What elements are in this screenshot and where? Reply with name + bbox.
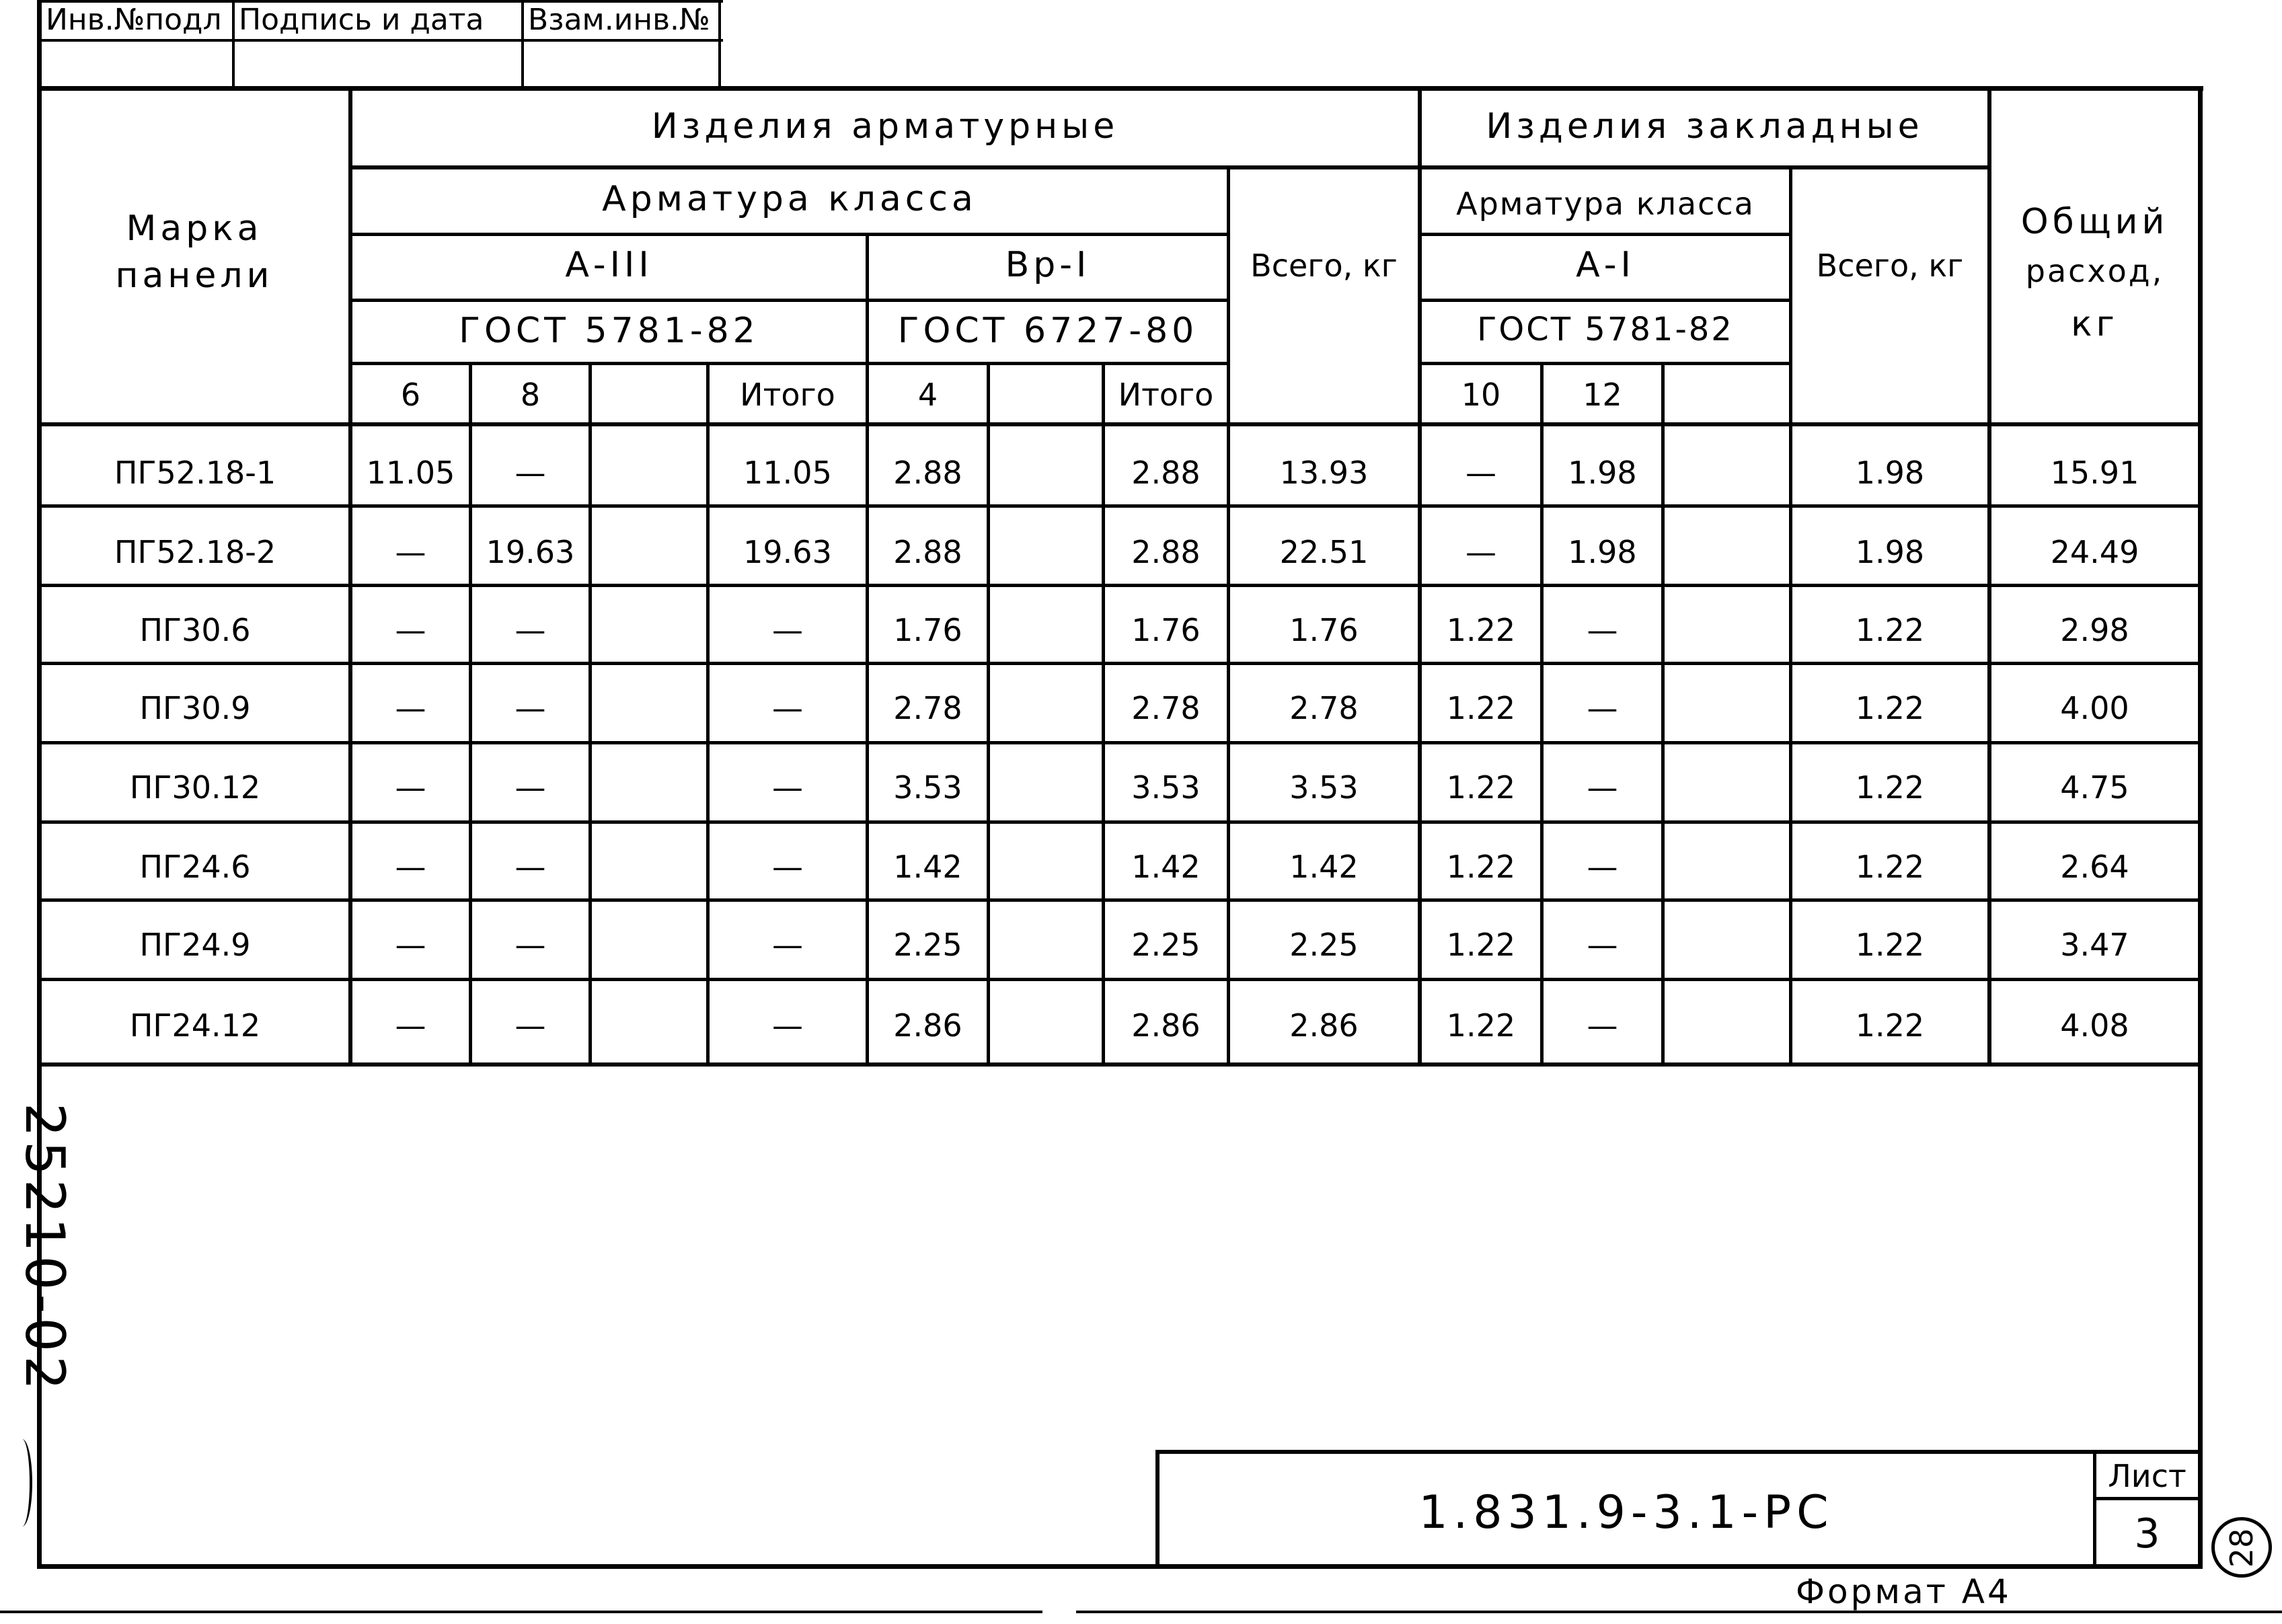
row-4-c10: 1.22 <box>1446 690 1516 726</box>
row-4-vsego-zakl: 1.22 <box>1855 690 1925 726</box>
row-8-marka: ПГ24.12 <box>129 1007 261 1044</box>
sub-header-10: 10 <box>1461 377 1501 413</box>
header-vsego-zakl: Всего, кг <box>1816 247 1964 284</box>
row-6-marka: ПГ24.6 <box>139 849 251 885</box>
h-line-4 <box>350 362 1227 365</box>
row-3-c12: — <box>1587 612 1618 648</box>
row-5-c12: — <box>1587 769 1618 806</box>
row-3-c10: 1.22 <box>1446 612 1516 648</box>
sub-header-itogo-bp1: Итого <box>1118 377 1214 413</box>
row-7-c10: 1.22 <box>1446 927 1516 963</box>
sub-header-itogo-a3: Итого <box>740 377 835 413</box>
header-gost-a3: ГОСТ 5781-82 <box>459 311 759 351</box>
v-line-c4 <box>987 362 990 1066</box>
binding-mark <box>12 1439 32 1526</box>
row-7-vsego-zakl: 1.22 <box>1855 927 1925 963</box>
row-1-c10: — <box>1466 455 1496 491</box>
titleblock-sheet-number: 3 <box>2134 1510 2160 1557</box>
stamp-podpis-data: Подпись и дата <box>239 3 484 37</box>
row-2-c10: — <box>1466 534 1496 570</box>
h-line-2b <box>1419 233 1792 236</box>
row-3-itogo-bp1: 1.76 <box>1131 612 1201 648</box>
row-line-4 <box>40 741 2201 744</box>
format-underline-right <box>1076 1611 2282 1613</box>
stamp-line <box>37 39 723 42</box>
frame-bottom <box>37 1564 2203 1569</box>
row-line-6 <box>40 898 2201 902</box>
row-7-c12: — <box>1587 927 1618 963</box>
row-8-itogo-bp1: 2.86 <box>1131 1007 1201 1044</box>
header-marka-line2: панели <box>115 256 274 296</box>
row-4-marka: ПГ30.9 <box>139 690 251 726</box>
row-8-obshiy: 4.08 <box>2060 1007 2129 1044</box>
row-2-vsego-arm: 22.51 <box>1279 534 1369 570</box>
row-7-c4: 2.25 <box>893 927 962 963</box>
row-4-c6: — <box>395 690 426 726</box>
row-1-c12: 1.98 <box>1568 455 1637 491</box>
header-gost-a1: ГОСТ 5781-82 <box>1477 311 1734 348</box>
row-5-obshiy: 4.75 <box>2060 769 2129 806</box>
row-8-c12: — <box>1587 1007 1618 1044</box>
row-3-c6: — <box>395 612 426 648</box>
row-1-c6: 11.05 <box>366 455 455 491</box>
page-number: 28 <box>2223 1528 2260 1568</box>
header-izd-zakl: Изделия закладные <box>1486 106 1924 147</box>
side-number: 25210-02 <box>13 1102 77 1395</box>
header-bp1: Вр-I <box>1005 245 1091 285</box>
titleblock-top <box>1155 1450 2203 1454</box>
row-5-itogo-bp1: 3.53 <box>1131 769 1201 806</box>
header-marka-line1: Марка <box>126 208 263 249</box>
row-3-c4: 1.76 <box>893 612 962 648</box>
row-3-vsego-zakl: 1.22 <box>1855 612 1925 648</box>
row-1-marka: ПГ52.18-1 <box>114 455 276 491</box>
frame-right <box>2198 86 2203 1569</box>
row-6-c4: 1.42 <box>893 849 962 885</box>
h-line-3b <box>1419 299 1792 302</box>
row-6-itogo-bp1: 1.42 <box>1131 849 1201 885</box>
v-line-c12 <box>1661 362 1665 1066</box>
stamp-vzam-inv: Взам.инв.№ <box>528 3 710 37</box>
v-line-zakl <box>1418 91 1422 1066</box>
row-5-c6: — <box>395 769 426 806</box>
row-line-7 <box>40 978 2201 981</box>
sub-header-12: 12 <box>1583 377 1622 413</box>
row-1-itogo-a3: 11.05 <box>743 455 832 491</box>
h-line-2 <box>350 233 1227 236</box>
stamp-inv-podl: Инв.№подл <box>46 3 222 37</box>
row-6-c12: — <box>1587 849 1618 885</box>
sub-header-6: 6 <box>400 377 421 413</box>
row-2-c8: 19.63 <box>486 534 575 570</box>
row-2-c4: 2.88 <box>893 534 962 570</box>
row-6-c10: 1.22 <box>1446 849 1516 885</box>
header-gost-bp1: ГОСТ 6727-80 <box>897 311 1199 351</box>
row-4-itogo-bp1: 2.78 <box>1131 690 1201 726</box>
format-underline <box>0 1611 1042 1613</box>
row-1-c8: — <box>515 455 546 491</box>
row-5-itogo-a3: — <box>772 769 803 806</box>
row-7-vsego-arm: 2.25 <box>1289 927 1359 963</box>
row-line-1 <box>40 504 2201 508</box>
page-number-circle <box>2211 1517 2272 1578</box>
row-3-itogo-a3: — <box>772 612 803 648</box>
format-label: Формат А4 <box>1796 1572 2012 1611</box>
row-7-marka: ПГ24.9 <box>139 927 251 963</box>
row-3-obshiy: 2.98 <box>2060 612 2129 648</box>
stamp-div3 <box>718 0 721 91</box>
row-7-itogo-a3: — <box>772 927 803 963</box>
row-2-obshiy: 24.49 <box>2050 534 2139 570</box>
header-armatura-klassa-zakl: Арматура класса <box>1456 186 1755 222</box>
header-izd-arm: Изделия арматурные <box>651 106 1119 147</box>
header-obshiy-line1: Общий <box>2020 202 2169 242</box>
row-8-c10: 1.22 <box>1446 1007 1516 1044</box>
v-line-c8 <box>588 362 592 1066</box>
row-6-vsego-arm: 1.42 <box>1289 849 1359 885</box>
titleblock-sheet-line <box>2093 1497 2203 1500</box>
row-1-itogo-bp1: 2.88 <box>1131 455 1201 491</box>
row-6-c6: — <box>395 849 426 885</box>
row-5-vsego-zakl: 1.22 <box>1855 769 1925 806</box>
row-6-vsego-zakl: 1.22 <box>1855 849 1925 885</box>
row-5-vsego-arm: 3.53 <box>1289 769 1359 806</box>
row-8-c6: — <box>395 1007 426 1044</box>
h-line-header-bottom <box>40 422 2201 426</box>
h-line-1 <box>350 165 1991 169</box>
row-7-itogo-bp1: 2.25 <box>1131 927 1201 963</box>
row-2-vsego-zakl: 1.98 <box>1855 534 1925 570</box>
header-obshiy-line3: кг <box>2071 304 2119 344</box>
header-armatura-klassa: Арматура класса <box>602 179 977 219</box>
h-line-4b <box>1419 362 1792 365</box>
row-4-c8: — <box>515 690 546 726</box>
row-8-vsego-zakl: 1.22 <box>1855 1007 1925 1044</box>
row-8-c8: — <box>515 1007 546 1044</box>
row-2-itogo-a3: 19.63 <box>743 534 832 570</box>
row-4-obshiy: 4.00 <box>2060 690 2129 726</box>
row-7-c8: — <box>515 927 546 963</box>
row-4-c4: 2.78 <box>893 690 962 726</box>
v-line-marka <box>348 91 352 1066</box>
row-7-c6: — <box>395 927 426 963</box>
row-line-5 <box>40 820 2201 824</box>
row-4-c12: — <box>1587 690 1618 726</box>
row-1-c4: 2.88 <box>893 455 962 491</box>
row-2-c12: 1.98 <box>1568 534 1637 570</box>
stamp-div1 <box>232 0 235 91</box>
header-obshiy-line2: расход, <box>2025 253 2164 289</box>
sub-header-8: 8 <box>520 377 541 413</box>
frame-top <box>40 86 2203 91</box>
row-6-c8: — <box>515 849 546 885</box>
row-5-c8: — <box>515 769 546 806</box>
row-5-c10: 1.22 <box>1446 769 1516 806</box>
row-4-vsego-arm: 2.78 <box>1289 690 1359 726</box>
row-8-itogo-a3: — <box>772 1007 803 1044</box>
titleblock-sheet-label: Лист <box>2108 1458 2186 1494</box>
row-2-itogo-bp1: 2.88 <box>1131 534 1201 570</box>
row-line-2 <box>40 584 2201 587</box>
row-2-c6: — <box>395 534 426 570</box>
row-3-c8: — <box>515 612 546 648</box>
row-8-c4: 2.86 <box>893 1007 962 1044</box>
sub-header-4: 4 <box>917 377 938 413</box>
row-6-itogo-a3: — <box>772 849 803 885</box>
row-5-c4: 3.53 <box>893 769 962 806</box>
row-1-obshiy: 15.91 <box>2050 455 2139 491</box>
row-line-3 <box>40 662 2201 665</box>
row-4-itogo-a3: — <box>772 690 803 726</box>
row-7-obshiy: 3.47 <box>2060 927 2129 963</box>
titleblock-code: 1.831.9-3.1-PC <box>1418 1486 1834 1539</box>
row-1-vsego-zakl: 1.98 <box>1855 455 1925 491</box>
header-a3: А-III <box>565 245 653 285</box>
header-vsego-arm: Всего, кг <box>1250 247 1398 284</box>
row-8-vsego-arm: 2.86 <box>1289 1007 1359 1044</box>
row-line-8 <box>40 1062 2201 1067</box>
header-a1: А-I <box>1576 245 1635 285</box>
row-1-vsego-arm: 13.93 <box>1279 455 1369 491</box>
row-3-vsego-arm: 1.76 <box>1289 612 1359 648</box>
row-6-obshiy: 2.64 <box>2060 849 2129 885</box>
stamp-div2 <box>521 0 524 91</box>
row-3-marka: ПГ30.6 <box>139 612 251 648</box>
h-line-3 <box>350 299 1227 302</box>
row-2-marka: ПГ52.18-2 <box>114 534 276 570</box>
row-5-marka: ПГ30.12 <box>129 769 261 806</box>
